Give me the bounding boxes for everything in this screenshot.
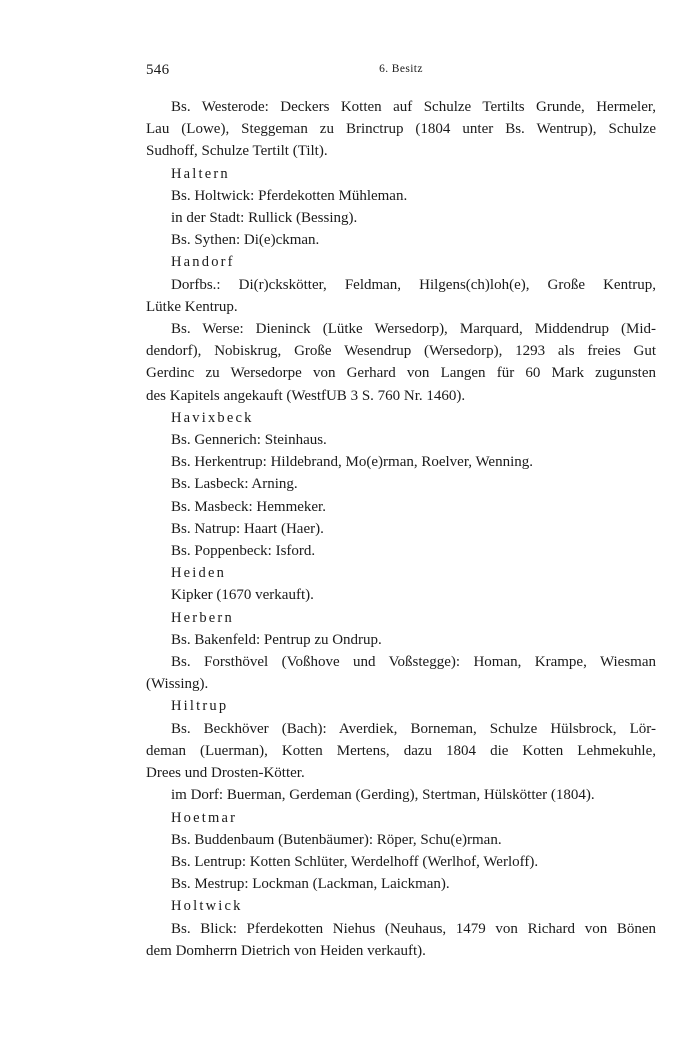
entry-westerode bbox=[146, 96, 656, 163]
text-line: Bs. Forsthövel (Voßhove und Voßstegge): Homan, Krampe, Wiesman bbox=[171, 654, 656, 671]
text-line: Bs. Westerode: Deckers Kotten auf Schulze Tertilts Grunde, Hermeler, bbox=[171, 99, 656, 115]
entry-hoetmar-lentrup: Bs. Lentrup: Kotten Schlüter, Werdelhoff (Werlhof, Werloff). bbox=[171, 853, 539, 870]
place-heading-hiltrup: Hiltrup bbox=[171, 698, 229, 715]
text-line: Dorfbs.: Di(r)ckskötter, Feldman, Hilgens(ch)loh(e), Große Kentrup, bbox=[171, 276, 656, 293]
text-line: Gerdinc zu Wersedorpe von Gerhard von Langen für 60 Mark zugunsten bbox=[146, 365, 656, 382]
page-header bbox=[146, 62, 656, 82]
entry-hiltrup-beckhoever bbox=[146, 718, 656, 785]
entry-hoetmar-mestrup: Bs. Mestrup: Lockman (Lackman, Laickman). bbox=[171, 876, 450, 893]
text-line: Sudhoff, Schulze Tertilt (Tilt). bbox=[146, 143, 328, 160]
entry-hoetmar-buddenbaum: Bs. Buddenbaum (Butenbäumer): Röper, Schu(e)rman. bbox=[171, 831, 502, 848]
text-line: dem Domherrn Dietrich von Heiden verkauft). bbox=[146, 942, 426, 959]
page-content bbox=[146, 96, 656, 962]
entry-havixbeck-poppenbeck: Bs. Poppenbeck: Isford. bbox=[171, 543, 316, 560]
entry-herbern-forsthoevel bbox=[146, 651, 656, 695]
entry-havixbeck-herkentrup: Bs. Herkentrup: Hildebrand, Mo(e)rman, Roelver, Wenning. bbox=[171, 454, 533, 471]
entry-havixbeck-natrup: Bs. Natrup: Haart (Haer). bbox=[171, 520, 324, 537]
entry-handorf-dorf bbox=[146, 274, 656, 318]
place-heading-herbern: Herbern bbox=[171, 609, 234, 626]
page-number: 546 bbox=[146, 62, 170, 78]
place-heading-holtwick: Holtwick bbox=[171, 898, 243, 915]
entry-holtwick-blick bbox=[146, 918, 656, 962]
entry-havixbeck-lasbeck: Bs. Lasbeck: Arning. bbox=[171, 476, 298, 493]
entry-heiden-kipker: Kipker (1670 verkauft). bbox=[171, 587, 314, 604]
entry-haltern-holtwick: Bs. Holtwick: Pferdekotten Mühleman. bbox=[171, 187, 408, 204]
entry-haltern-sythen: Bs. Sythen: Di(e)ckman. bbox=[171, 232, 320, 249]
entry-hiltrup-dorf: im Dorf: Buerman, Gerdeman (Gerding), Stertman, Hülskötter (1804). bbox=[171, 787, 595, 804]
entry-haltern-stadt: in der Stadt: Rullick (Bessing). bbox=[171, 210, 358, 227]
entry-handorf-werse bbox=[146, 318, 656, 407]
place-heading-handorf: Handorf bbox=[171, 254, 235, 271]
text-line: Lütke Kentrup. bbox=[146, 298, 238, 315]
entry-havixbeck-gennerich: Bs. Gennerich: Steinhaus. bbox=[171, 432, 327, 449]
text-line: Lau (Lowe), Steggeman zu Brinctrup (1804 unter Bs. Wentrup), Schulze bbox=[146, 121, 656, 138]
entry-herbern-bakenfeld: Bs. Bakenfeld: Pentrup zu Ondrup. bbox=[171, 631, 382, 648]
text-line: Drees und Drosten-Kötter. bbox=[146, 765, 305, 782]
text-line: dendorf), Nobiskrug, Große Wesendrup (Wersedorp), 1293 als freies Gut bbox=[146, 343, 656, 360]
text-line: Bs. Werse: Dieninck (Lütke Wersedorp), Marquard, Middendrup (Mid- bbox=[171, 321, 656, 338]
text-line: deman (Luerman), Kotten Mertens, dazu 1804 die Kotten Lehmekuhle, bbox=[146, 742, 656, 759]
text-line: des Kapitels angekauft (WestfUB 3 S. 760 Nr. 1460). bbox=[146, 387, 466, 404]
text-line: Bs. Blick: Pferdekotten Niehus (Neuhaus, 1479 von Richard von Bönen bbox=[171, 920, 656, 937]
text-line: Bs. Beckhöver (Bach): Averdiek, Borneman, Schulze Hülsbrock, Lör- bbox=[171, 720, 656, 737]
text-line: (Wissing). bbox=[146, 676, 209, 693]
place-heading-heiden: Heiden bbox=[171, 565, 227, 582]
place-heading-havixbeck: Havixbeck bbox=[171, 409, 254, 426]
place-heading-haltern: Haltern bbox=[171, 165, 230, 182]
entry-havixbeck-masbeck: Bs. Masbeck: Hemmeker. bbox=[171, 498, 326, 515]
running-title: 6. Besitz bbox=[379, 63, 423, 75]
place-heading-hoetmar: Hoetmar bbox=[171, 809, 238, 826]
